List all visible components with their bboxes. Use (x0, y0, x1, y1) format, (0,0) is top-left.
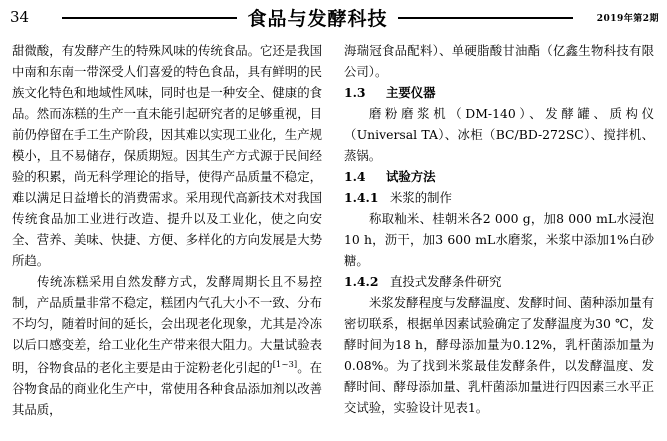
section-heading-1-3 (344, 82, 654, 103)
body-columns (0, 34, 667, 420)
section-heading-1-4-2 (344, 271, 654, 292)
paragraph-fermentation: 米浆发酵程度与发酵温度、发酵时间、菌种添加量有密切联系，根据单因素试验确定了发酵温度为30 ℃，发酵时间为18 h，酵母添加量为0.12%，乳杆菌添加量为0.08%。为了找到米浆最佳发酵条件，以发酵温度、发酵时间、酵母添加量、乳杆菌添加量进行四因素三水平正交试验，实验设计见表1。 (344, 295, 654, 415)
section-number: 1.3 (344, 85, 366, 100)
paragraph-aging-tail: 。在谷物食品的商业化生产中，常使用各种食品添加剂以改善其品质， (12, 360, 323, 418)
page-number: 34 (10, 8, 30, 26)
paragraph-instruments: 磨粉磨浆机（DM-140）、发酵罐、质构仪（Universal TA）、冰柜（BC/BD-272SC）、搅拌机、蒸锅。 (344, 106, 654, 163)
issue-label: 2019年第2期 (596, 13, 659, 24)
right-column (344, 40, 654, 420)
section-title: 米浆的制作 (390, 190, 452, 205)
section-number: 1.4.1 (344, 190, 379, 205)
paragraph-aging (12, 271, 322, 420)
section-title: 直投式发酵条件研究 (390, 274, 502, 289)
section-heading-1-4-1 (344, 187, 654, 208)
section-title: 主要仪器 (386, 85, 436, 100)
left-column (12, 40, 322, 420)
journal-title: 食品与发酵科技 (237, 4, 397, 31)
section-title: 试验方法 (386, 169, 436, 184)
paragraph-continued: 甜微酸，有发酵产生的特殊风味的传统食品。它还是我国中南和东南一带深受人们喜爱的特色食品，具有鲜明的民族文化特色和地域性风味，同时也是一种安全、健康的食品。然而冻糕的生产一直未能引起研究者的足够重视，目前仍停留在手工生产阶段，因其难以实现工业化，生产规模小，且不易储存，保质期短。因其生产方式源于民间经验的积累，尚无科学理论的指导，使得产品质量不稳定，难以满足日益增长的消费需求。采用现代高新技术对我国传统食品加工业进行改造、提升以及工业化，使之向安全、营养、美味、快捷、方便、多样化的方向发展是大势所趋。 (12, 43, 322, 268)
journal-title-band (62, 4, 573, 31)
paragraph-aging-text: 传统冻糕采用自然发酵方式，发酵周期长且不易控制，产品质量非常不稳定，糕团内气孔大小不一致、分布不均匀，随着时间的延长，会出现老化现象，尤其是冷冻以后口感变差，给工业化生产带来很大阻力。大量试验表明，谷物食品的老化主要是由于淀粉老化引起的 (12, 274, 322, 376)
section-heading-1-4 (344, 166, 654, 187)
citation-reference: [1~3] (272, 360, 298, 370)
paragraph-rice-milk: 称取籼米、桂朝米各2 000 g，加8 000 mL水浸泡10 h，沥干，加3 600 mL水磨浆，米浆中添加1%白砂糖。 (344, 211, 654, 268)
running-header (0, 0, 667, 34)
section-number: 1.4.2 (344, 274, 379, 289)
paragraph-materials-continued: 海瑞冠食品配料）、单硬脂酸甘油酯（亿鑫生物科技有限公司）。 (344, 43, 654, 79)
section-number: 1.4 (344, 169, 366, 184)
